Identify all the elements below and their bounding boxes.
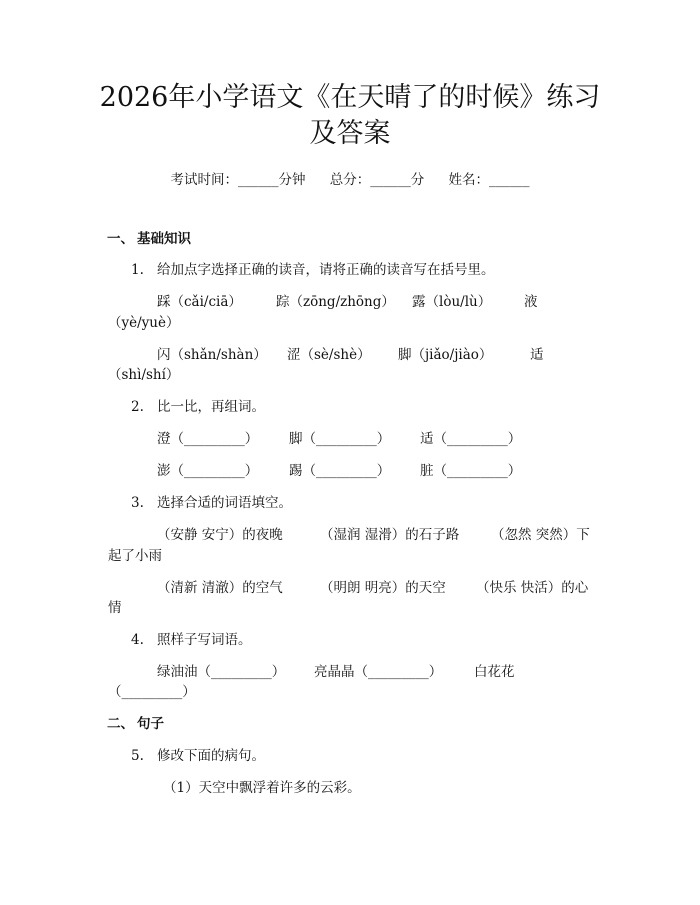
q1-item: 踪（zōng/zhōng） — [276, 294, 395, 310]
q4-item: （_________） — [108, 684, 196, 700]
section-1-heading: 基础知识 — [137, 231, 191, 247]
section-2-number: 二、 — [107, 716, 134, 732]
q2-item: 适（_________） — [420, 431, 522, 447]
exam-score: 总分：______分 — [329, 172, 425, 188]
q3-item: （安静 安宁）的夜晚 — [157, 527, 283, 543]
q3-item: （明朗 明亮）的天空 — [320, 580, 446, 596]
q1-item: （shì/shí） — [108, 367, 180, 383]
q3-item: （清新 清澈）的空气 — [157, 580, 283, 596]
q4-prompt: 照样子写词语。 — [157, 632, 252, 648]
q2-item: 澄（_________） — [157, 431, 259, 447]
q4-item: 绿油油（_________） — [157, 664, 286, 680]
q2-number: 2. — [131, 399, 144, 415]
section-2-heading: 句子 — [137, 716, 164, 732]
q1-prompt: 给加点字选择正确的读音，请将正确的读音写在括号里。 — [157, 262, 495, 278]
q3-item: （忽然 突然）下 — [491, 527, 590, 543]
q3-item: 起了小雨 — [108, 548, 162, 564]
q4-item: 白花花 — [474, 664, 515, 680]
section-1-number: 一、 — [107, 231, 134, 247]
q5-sub-1: （1）天空中飘浮着许多的云彩。 — [163, 780, 361, 796]
q2-item: 澎（_________） — [157, 463, 259, 479]
q3-item: （快乐 快活）的心 — [476, 580, 589, 596]
q1-number: 1. — [131, 262, 144, 278]
q4-item: 亮晶晶（_________） — [314, 664, 443, 680]
q1-item: 液 — [524, 294, 538, 310]
q5-number: 5. — [131, 748, 144, 764]
q3-item: （湿润 湿滑）的石子路 — [320, 527, 460, 543]
q1-item: 涩（sè/shè） — [287, 347, 371, 363]
student-name: 姓名：______ — [448, 172, 530, 188]
q4-number: 4. — [131, 632, 144, 648]
q1-item: 踩（cǎi/ciā） — [157, 294, 242, 310]
exam-time: 考试时间：______分钟 — [170, 172, 306, 188]
q2-prompt: 比一比，再组词。 — [157, 399, 265, 415]
q3-prompt: 选择合适的词语填空。 — [157, 495, 292, 511]
q1-item: 适 — [530, 347, 544, 363]
exam-meta — [0, 168, 700, 188]
page-title: 2026年小学语文《在天晴了的时候》练习及答案 — [99, 82, 601, 149]
q3-item: 情 — [108, 600, 122, 616]
q1-item: 露（lòu/lù） — [412, 294, 492, 310]
q5-prompt: 修改下面的病句。 — [157, 748, 265, 764]
q1-item: （yè/yuè） — [108, 315, 180, 331]
q2-item: 踢（_________） — [289, 463, 391, 479]
q2-item: 脚（_________） — [289, 431, 391, 447]
q2-item: 脏（_________） — [420, 463, 522, 479]
q1-item: 脚（jiǎo/jiào） — [398, 347, 493, 363]
q1-item: 闪（shǎn/shàn） — [157, 347, 267, 363]
q3-number: 3. — [131, 495, 144, 511]
